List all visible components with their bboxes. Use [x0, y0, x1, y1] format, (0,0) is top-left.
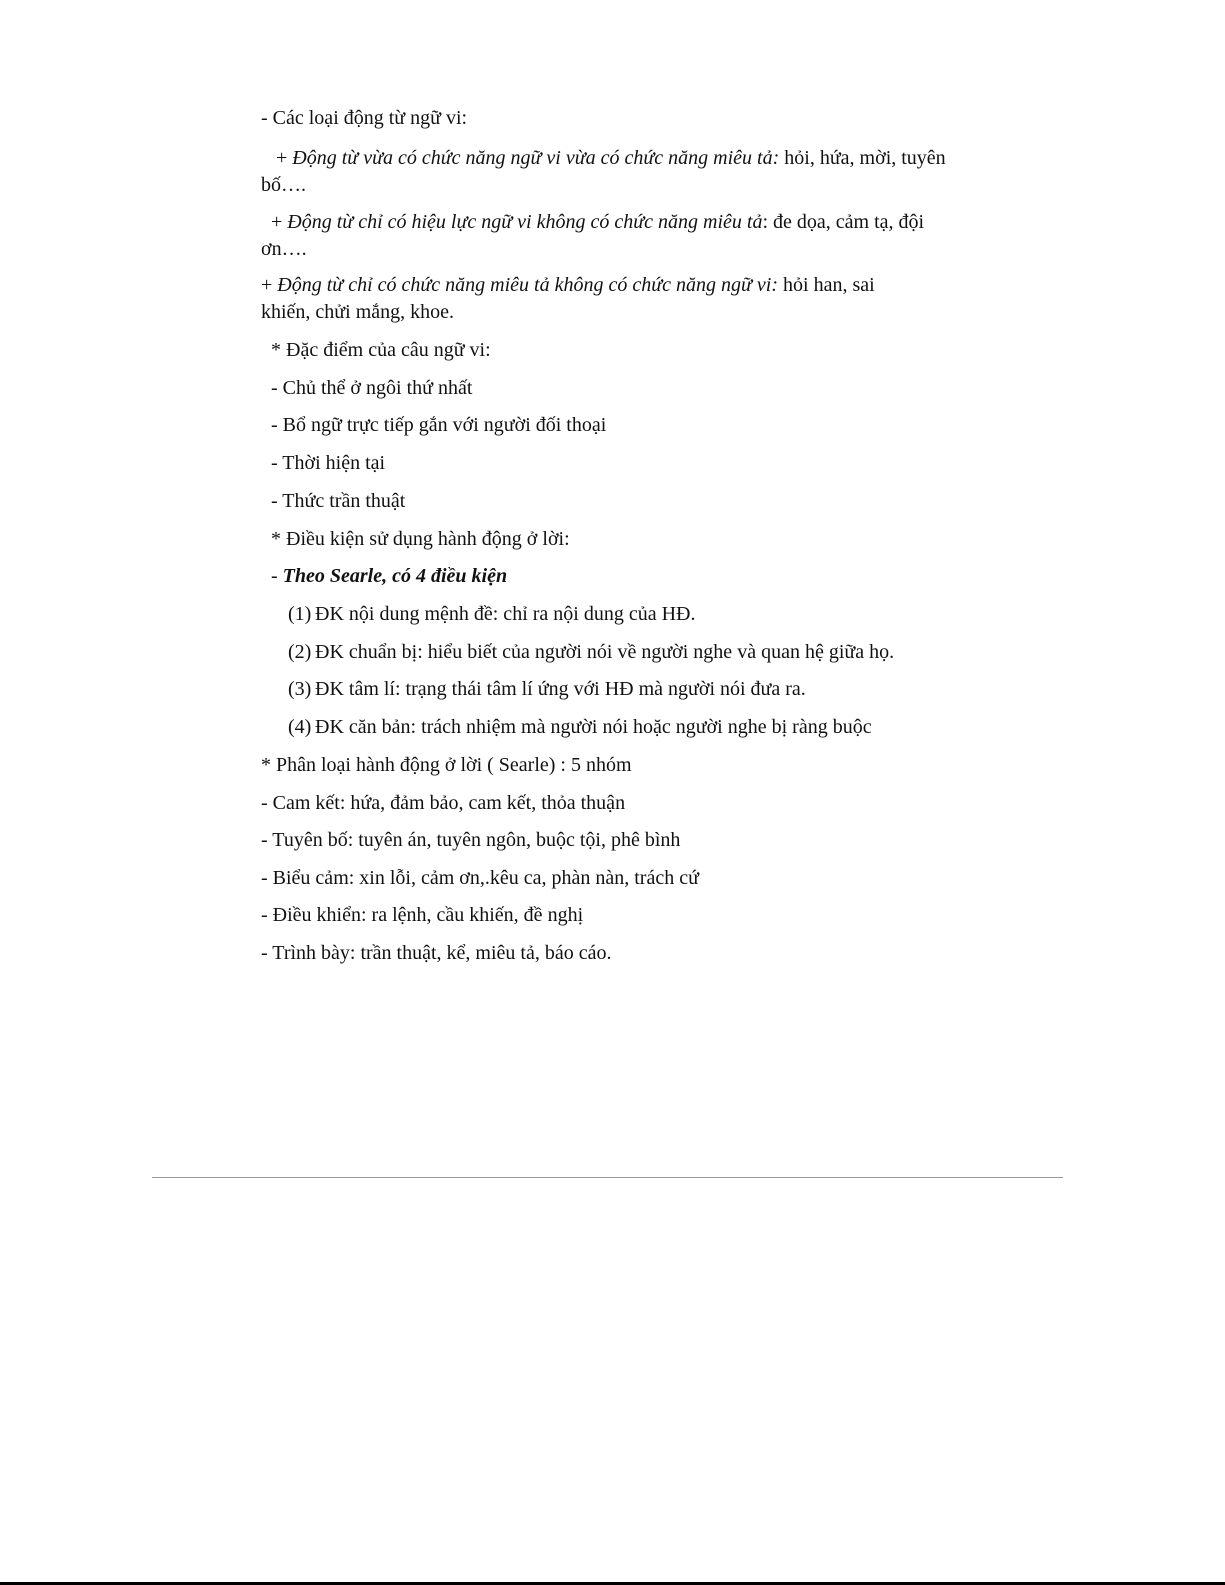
condition-text: ĐK căn bản: trách nhiệm mà người nói hoặc người nghe bị ràng buộc [315, 716, 872, 738]
heading-classification: * Phân loại hành động ở lời ( Searle) : 5 nhóm [261, 754, 632, 776]
italic-term: Động từ chỉ có chức năng miêu tả không có chức năng ngữ vi: [277, 274, 779, 296]
subheading-searle [271, 563, 507, 590]
condition-item-2 [288, 639, 894, 666]
paragraph-verb-type-3 [261, 272, 921, 326]
bullet-plus: + [271, 211, 288, 233]
examples-text: : đe dọa, cảm tạ, đội ơn…. [261, 211, 925, 260]
list-item: - Trình bày: trần thuật, kể, miêu tả, báo cáo. [261, 942, 612, 964]
bullet-plus: + [276, 147, 293, 169]
italic-term: Động từ chỉ có hiệu lực ngữ vi không có chức năng miêu tả [287, 211, 763, 233]
list-item: - Bổ ngữ trực tiếp gắn với người đối thoại [271, 414, 607, 436]
heading-performative-features: * Đặc điểm của câu ngữ vi: [271, 339, 491, 361]
heading-conditions: * Điều kiện sử dụng hành động ở lời: [271, 528, 570, 550]
dash: - [271, 565, 283, 587]
condition-number: (3) [288, 678, 312, 700]
condition-text: ĐK chuẩn bị: hiểu biết của người nói về người nghe và quan hệ giữa họ. [315, 641, 895, 663]
condition-item-4 [288, 714, 872, 741]
page-divider [152, 1177, 1063, 1178]
condition-number: (4) [288, 716, 312, 738]
list-item: - Điều khiển: ra lệnh, cầu khiến, đề nghị [261, 904, 584, 926]
bullet-plus: + [261, 274, 278, 296]
list-item: - Biểu cảm: xin lỗi, cảm ơn,.kêu ca, phàn nàn, trách cứ [261, 867, 699, 889]
list-item: - Chủ thể ở ngôi thứ nhất [271, 377, 473, 399]
examples-text: hỏi, hứa, mời, tuyên bố…. [261, 147, 946, 196]
condition-text: ĐK tâm lí: trạng thái tâm lí ứng với HĐ mà người nói đưa ra. [315, 678, 806, 700]
condition-item-1 [288, 601, 695, 628]
examples-text: hỏi han, sai khiến, chửi mắng, khoe. [261, 274, 875, 323]
paragraph-verb-type-1 [261, 145, 951, 199]
list-item: - Thức trần thuật [271, 490, 406, 512]
italic-term: Động từ vừa có chức năng ngữ vi vừa có chức năng miêu tả: [292, 147, 780, 169]
heading-verb-types: - Các loại động từ ngữ vi: [261, 107, 468, 129]
condition-number: (1) [288, 603, 312, 625]
bold-italic-term: Theo Searle, có 4 điều kiện [282, 565, 508, 587]
list-item: - Tuyên bố: tuyên án, tuyên ngôn, buộc tội, phê bình [261, 829, 681, 851]
list-item: - Cam kết: hứa, đảm bảo, cam kết, thỏa thuận [261, 792, 626, 814]
condition-item-3 [288, 676, 806, 703]
condition-text: ĐK nội dung mệnh đề: chỉ ra nội dung của HĐ. [315, 603, 696, 625]
condition-number: (2) [288, 641, 312, 663]
list-item: - Thời hiện tại [271, 452, 386, 474]
paragraph-verb-type-2 [261, 209, 961, 263]
